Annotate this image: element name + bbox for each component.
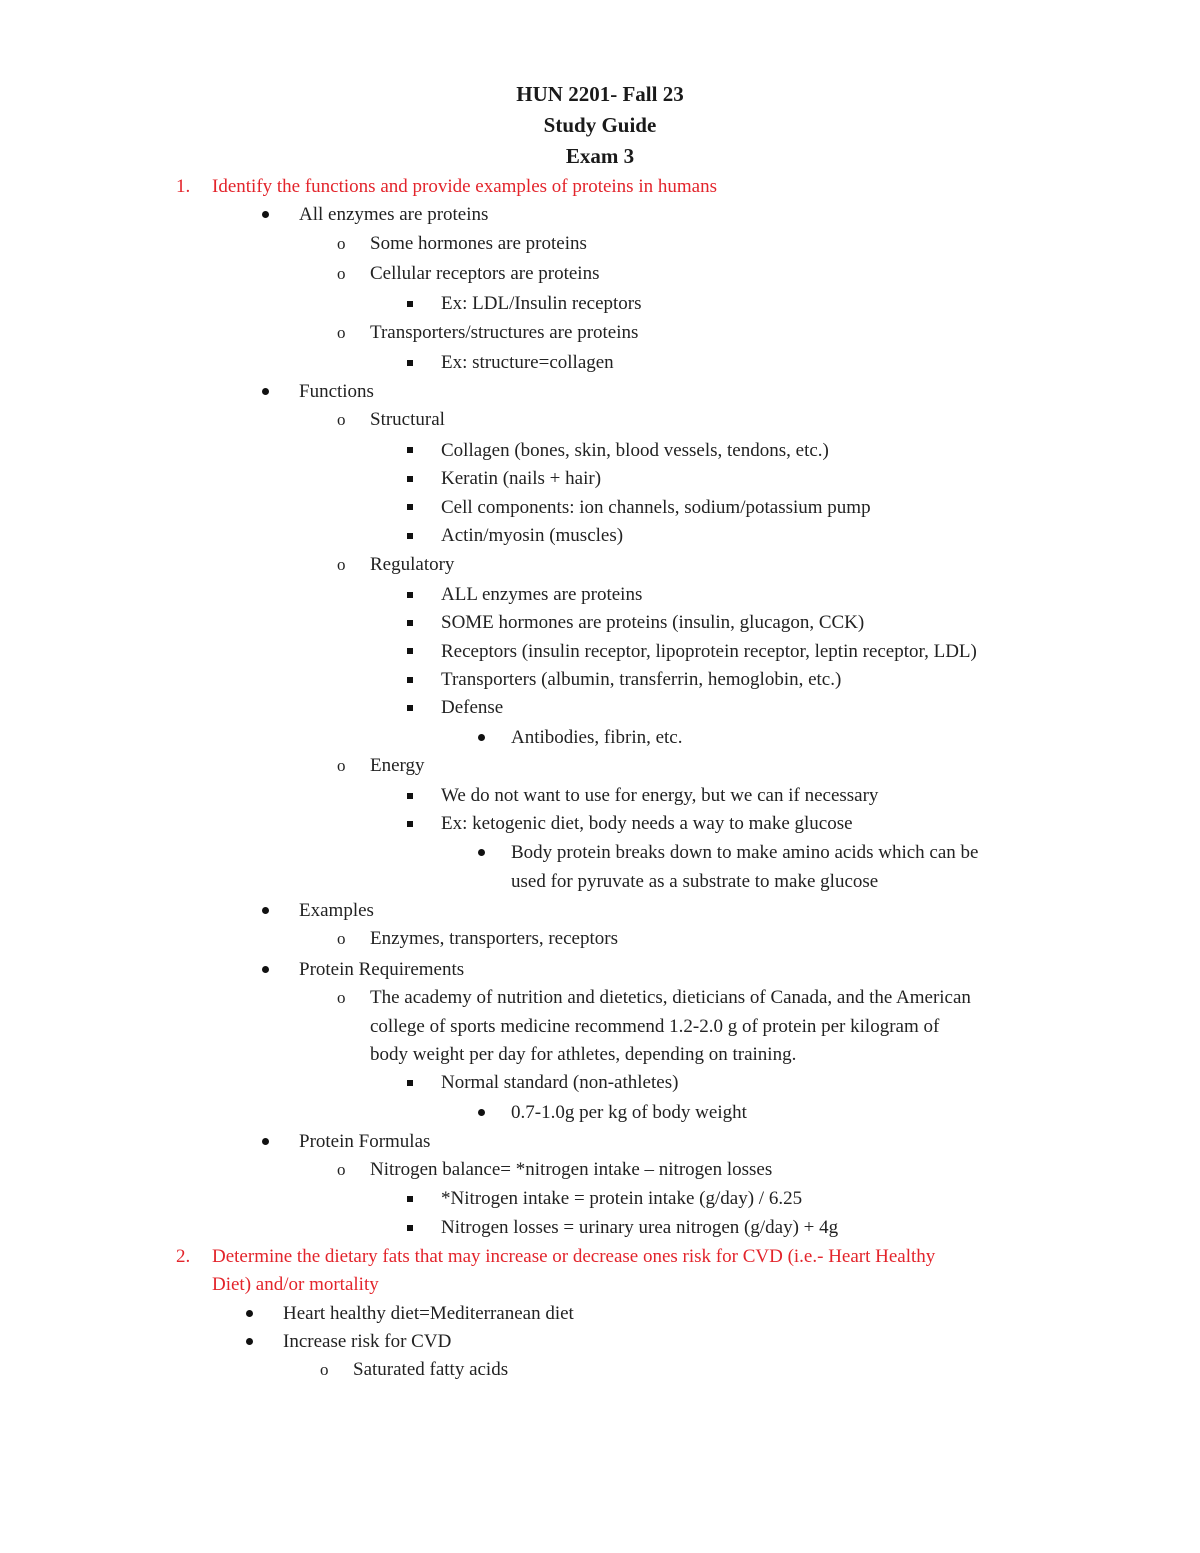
question-2-continuation: Diet) and/or mortality [212,1274,379,1295]
bullet-icon [262,966,269,973]
outline-item: 0.7-1.0g per kg of body weight [511,1102,747,1123]
square-bullet-icon [407,793,413,799]
bullet-icon [478,849,485,856]
outline-item: Energy [370,755,425,776]
outline-item: Transporters/structures are proteins [370,322,639,343]
outline-item: Body protein breaks down to make amino acids which can be [511,842,979,863]
square-bullet-icon [407,476,413,482]
outline-item: *Nitrogen intake = protein intake (g/day) / 6.25 [441,1188,803,1209]
square-bullet-icon [407,504,413,510]
outline-item: Heart healthy diet=Mediterranean diet [283,1303,574,1324]
question-2-text: Determine the dietary fats that may increase or decrease ones risk for CVD (i.e.- Heart Healthy [212,1246,936,1267]
circle-bullet-icon: o [320,1360,329,1379]
exam-title: Exam 3 [565,144,635,168]
outline-item: Functions [299,381,374,402]
outline-item: Regulatory [370,554,455,575]
outline-item: Protein Formulas [299,1131,431,1152]
outline-item-continuation: college of sports medicine recommend 1.2-2.0 g of protein per kilogram of [370,1016,940,1037]
number-marker-2: 2. [176,1246,191,1267]
outline-item: Ex: LDL/Insulin receptors [441,293,642,314]
circle-bullet-icon: o [337,988,346,1007]
outline-item: Examples [299,900,374,921]
square-bullet-icon [407,677,413,683]
outline-item: Protein Requirements [299,959,465,980]
outline-item: Ex: structure=collagen [441,352,614,373]
bullet-icon [246,1310,253,1317]
number-marker-1: 1. [176,176,191,197]
circle-bullet-icon: o [337,264,346,283]
outline-item: All enzymes are proteins [299,204,489,225]
square-bullet-icon [407,360,413,366]
outline-item: Increase risk for CVD [283,1331,452,1352]
circle-bullet-icon: o [337,555,346,574]
outline-item: Actin/myosin (muscles) [441,525,624,546]
outline-item: The academy of nutrition and dietetics, dieticians of Canada, and the American [370,987,971,1008]
circle-bullet-icon: o [337,234,346,253]
square-bullet-icon [407,1080,413,1086]
outline-item: Ex: ketogenic diet, body needs a way to make glucose [441,813,853,834]
outline-item: Structural [370,409,445,430]
outline-item: Some hormones are proteins [370,233,587,254]
square-bullet-icon [407,447,413,453]
outline-item: Antibodies, fibrin, etc. [511,727,683,748]
outline-item: Keratin (nails + hair) [441,468,602,489]
outline-item: Receptors (insulin receptor, lipoprotein receptor, leptin receptor, LDL) [441,641,977,662]
question-1-text: Identify the functions and provide examples of proteins in humans [212,176,717,197]
square-bullet-icon [407,648,413,654]
outline-item: Nitrogen losses = urinary urea nitrogen (g/day) + 4g [441,1217,839,1238]
square-bullet-icon [407,533,413,539]
outline-item: Normal standard (non-athletes) [441,1072,679,1093]
square-bullet-icon [407,1225,413,1231]
outline-item: Transporters (albumin, transferrin, hemoglobin, etc.) [441,669,842,690]
outline-item: ALL enzymes are proteins [441,584,643,605]
outline-item: SOME hormones are proteins (insulin, glucagon, CCK) [441,612,865,633]
outline-item: Cellular receptors are proteins [370,263,600,284]
circle-bullet-icon: o [337,323,346,342]
outline-item: We do not want to use for energy, but we can if necessary [441,785,879,806]
square-bullet-icon [407,821,413,827]
bullet-icon [262,388,269,395]
bullet-icon [262,907,269,914]
square-bullet-icon [407,592,413,598]
outline-item: Nitrogen balance= *nitrogen intake – nitrogen losses [370,1159,773,1180]
circle-bullet-icon: o [337,929,346,948]
bullet-icon [262,1138,269,1145]
guide-title: Study Guide [543,113,657,137]
circle-bullet-icon: o [337,756,346,775]
outline-item: Collagen (bones, skin, blood vessels, tendons, etc.) [441,440,829,461]
outline-item: Cell components: ion channels, sodium/potassium pump [441,497,871,518]
circle-bullet-icon: o [337,1160,346,1179]
square-bullet-icon [407,620,413,626]
outline-item: Enzymes, transporters, receptors [370,928,618,949]
circle-bullet-icon: o [337,410,346,429]
bullet-icon [262,211,269,218]
outline-item: Defense [441,697,504,718]
square-bullet-icon [407,705,413,711]
square-bullet-icon [407,301,413,307]
outline-item-continuation: used for pyruvate as a substrate to make glucose [511,871,879,892]
outline-item: Saturated fatty acids [353,1359,509,1380]
outline-item-continuation: body weight per day for athletes, depending on training. [370,1044,797,1065]
bullet-icon [478,734,485,741]
bullet-icon [478,1109,485,1116]
course-title: HUN 2201- Fall 23 [516,82,684,106]
bullet-icon [246,1338,253,1345]
square-bullet-icon [407,1196,413,1202]
